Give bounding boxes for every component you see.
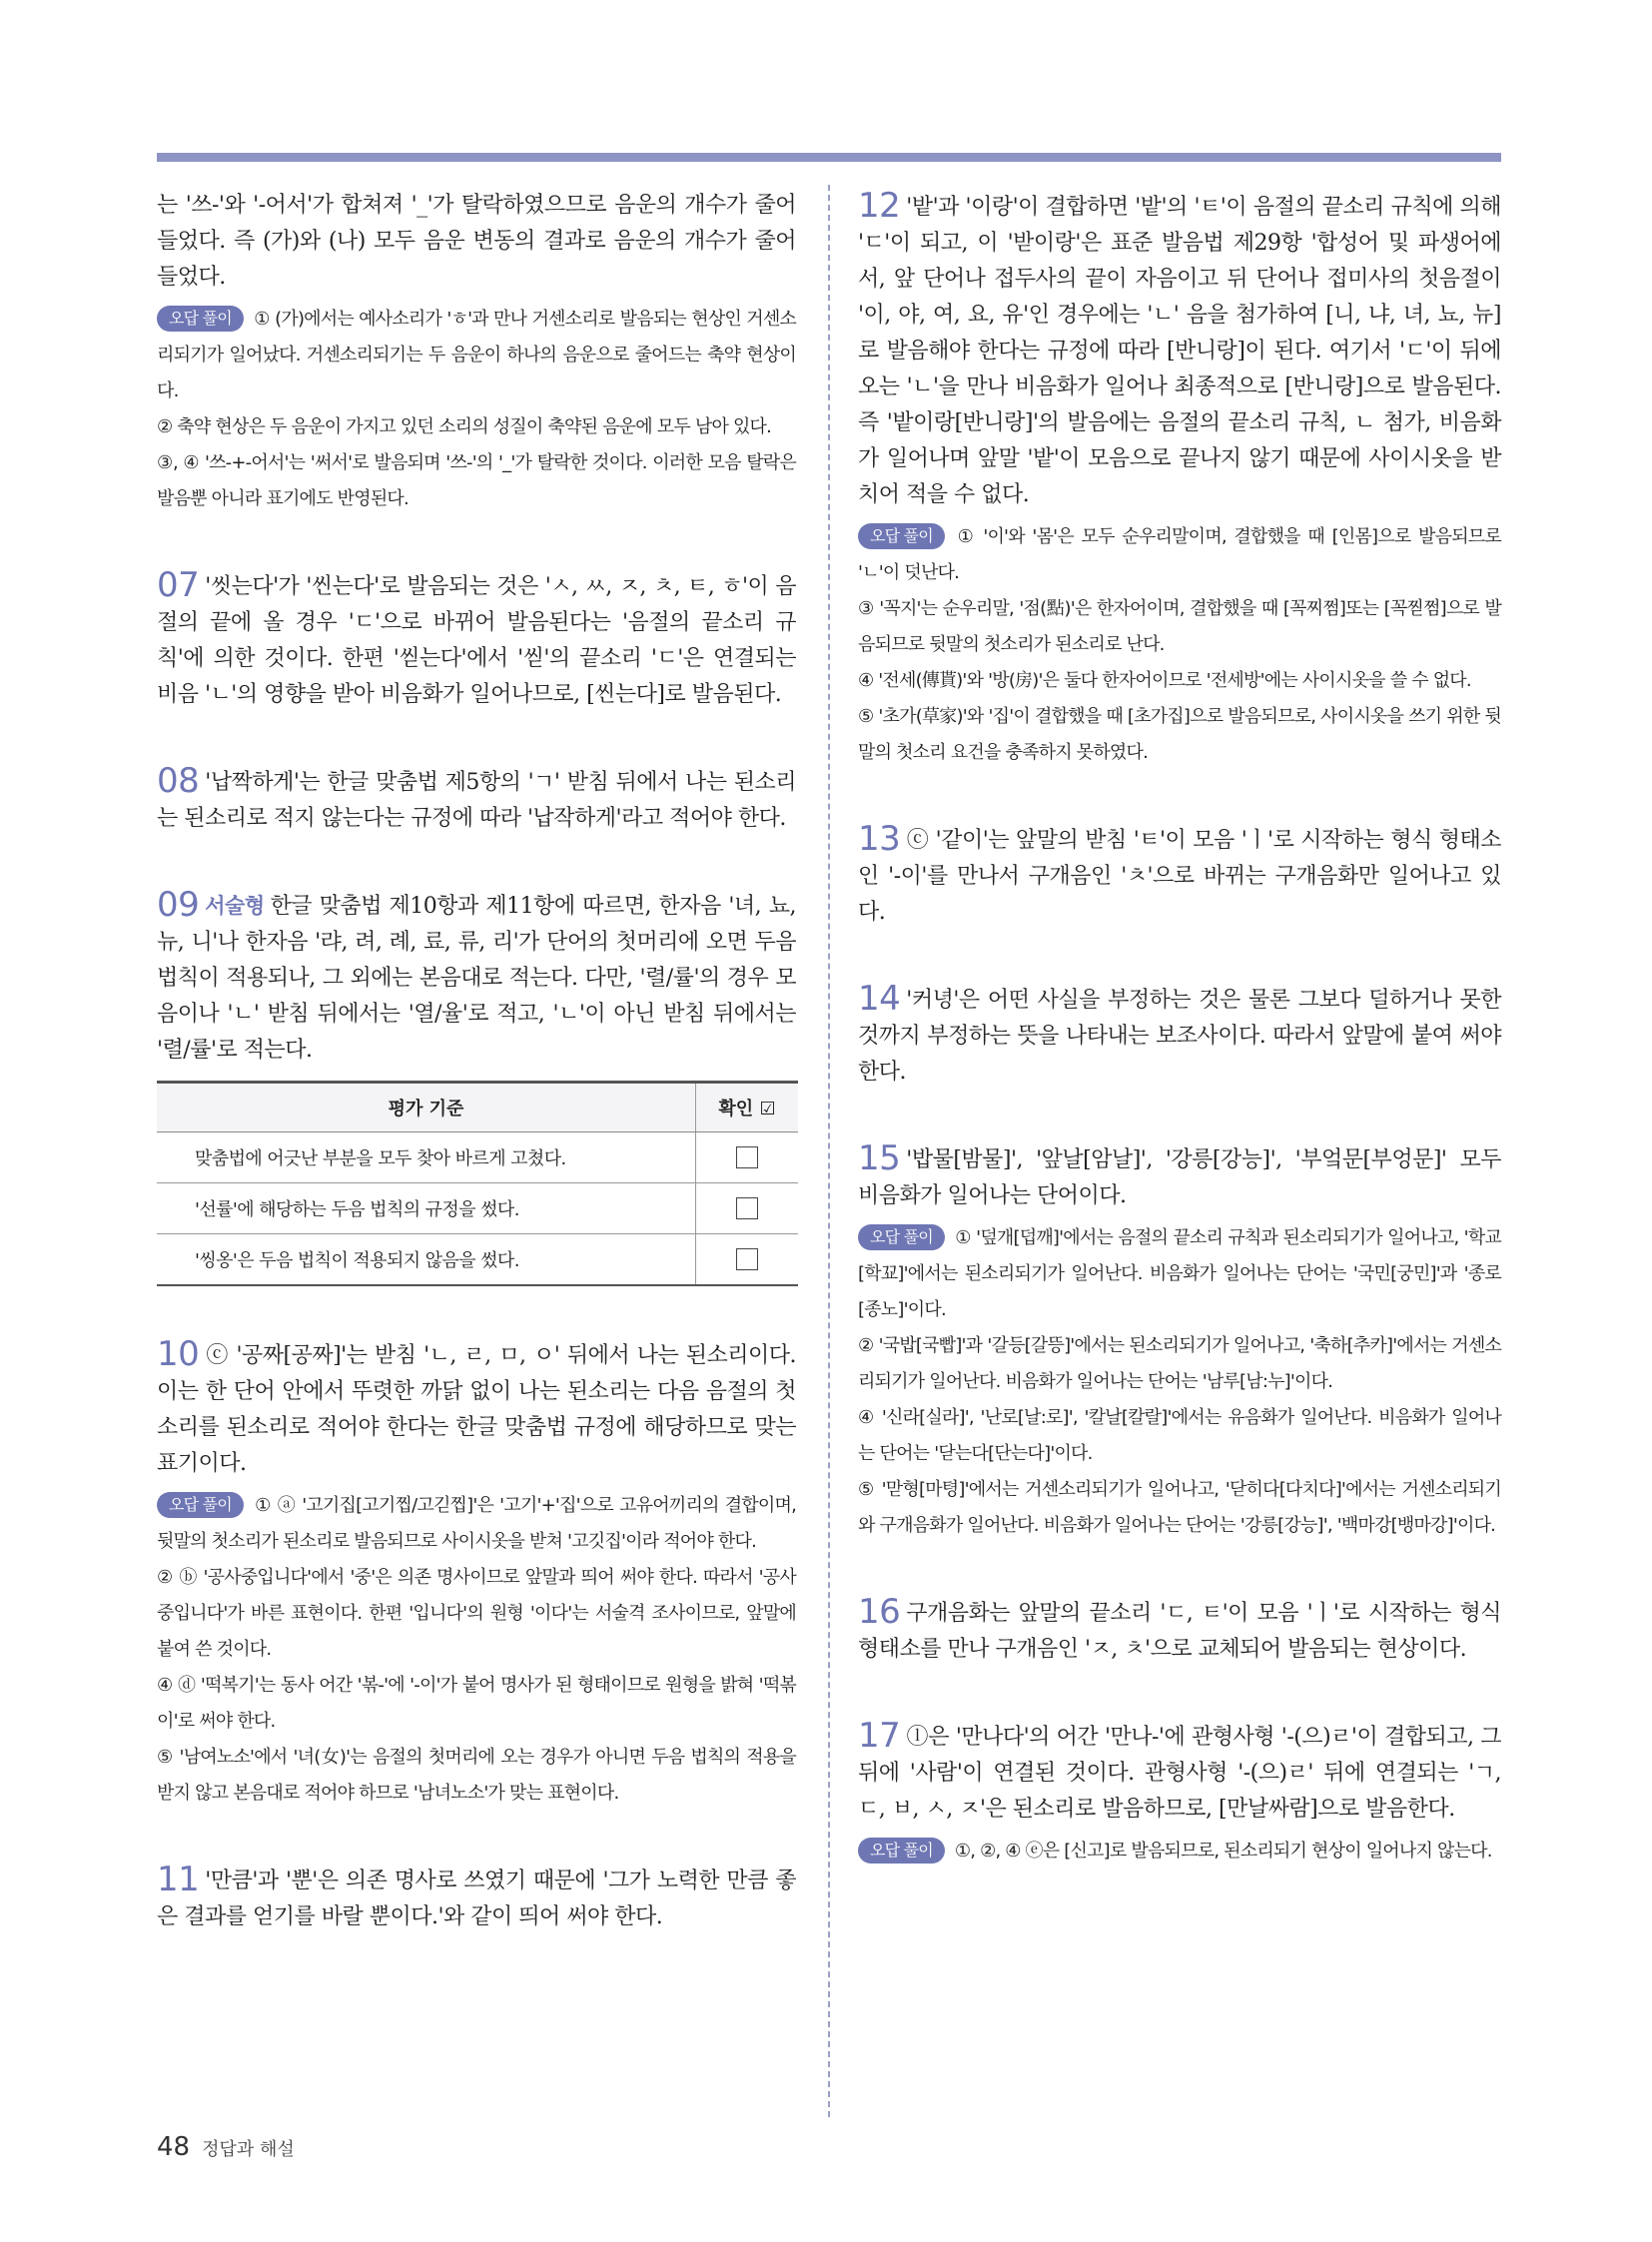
answer-text: '납짝하게'는 한글 맞춤법 제5항의 'ㄱ' 받침 뒤에서 나는 된소리는 된소리로 적지 않는다는 규정에 따라 '납작하게'라고 적어야 한다. [157,770,796,831]
wrong-item: ④ '신라[실라]', '난로[날:로]', '칼날[칼랄]'에서는 유음화가 일어난다. 비음화가 일어나는 단어는 '닫는다[단는다]'이다. [858,1407,1501,1464]
answer-11 [157,1862,796,1935]
answer-text: '만큼'과 '뿐'은 의존 명사로 쓰였기 때문에 '그가 노력한 만큼 좋은 결과를 얻기를 바랄 뿐이다.'와 같이 띄어 써야 한다. [157,1868,796,1929]
wrong-answer-tag: 오답 풀이 [858,523,945,549]
answer-15-wrong-answers [858,1220,1501,1544]
wrong-item: ④ ⓓ '떡복기'는 동사 어간 '볶-'에 '-이'가 붙어 명사가 된 형태이므로 원형을 밝혀 '떡볶이'로 써야 한다. [157,1675,796,1732]
criteria-cell: '선률'에 해당하는 두음 법칙의 규정을 썼다. [157,1183,696,1234]
answer-09 [157,887,796,1069]
answer-17 [858,1718,1501,1828]
answer-15 [858,1140,1501,1214]
wrong-answer-tag: 오답 풀이 [157,306,244,332]
intro-paragraph: 는 '쓰-'와 '-어서'가 합쳐져 '_'가 탈락하였으므로 음운의 개수가 줄어들었다. 즉 (가)와 (나) 모두 음운 변동의 결과로 음운의 개수가 줄어들었다. [157,193,796,290]
table-header-criteria: 평가 기준 [157,1083,696,1132]
answer-text: 한글 맞춤법 제10항과 제11항에 따르면, 한자음 '녀, 뇨, 뉴, 니'나 한자음 '랴, 려, 례, 료, 류, 리'가 단어의 첫머리에 오면 두음 법칙이 적용되나, 그 외에는 본음대로 적는다. 다만, '렬/률'의 경우 모음이나 'ㄴ' 받침 뒤에서는 '열/율'로 적고, 'ㄴ'이 아닌 받침 뒤에서는 '렬/률'로 적는다. [157,894,796,1063]
wrong-item: ① '이'와 '몸'은 모두 순우리말이며, 결합했을 때 [인몸]으로 발음되므로 'ㄴ'이 덧난다. [858,526,1501,583]
wrong-item: ①, ②, ④ ⓔ은 [신고]로 발음되므로, 된소리되기 현상이 일어나지 않는다. [954,1841,1492,1862]
wrong-item: ② 축약 현상은 두 음운이 가지고 있던 소리의 성질이 축약된 음운에 모두 남아 있다. [157,416,772,437]
table-row [157,1183,798,1234]
question-number: 10 [157,1334,200,1374]
checkbox[interactable] [736,1197,758,1219]
answer-10-wrong-answers [157,1488,796,1812]
wrong-item: ① '덮개[덥깨]'에서는 음절의 끝소리 규칙과 된소리되기가 일어나고, '학교[학꾜]'에서는 된소리되기가 일어난다. 비음화가 일어나는 단어는 '국민[궁민]'과 '종로[종노]'이다. [858,1227,1501,1320]
left-column [157,188,796,1935]
wrong-answer-tag: 오답 풀이 [157,1492,244,1518]
top-rule [157,153,1501,162]
answer-12 [858,188,1501,513]
answer-12-wrong-answers [858,519,1501,771]
answer-text: 구개음화는 앞말의 끝소리 'ㄷ, ㅌ'이 모음 'ㅣ'로 시작하는 형식 형태소를 만나 구개음인 'ㅈ, ㅊ'으로 교체되어 발음되는 현상이다. [858,1601,1501,1662]
column-divider [828,185,830,2117]
criteria-cell: '씽옹'은 두음 법칙이 적용되지 않음을 썼다. [157,1234,696,1286]
answer-text: ⓛ은 '만나다'의 어간 '만나-'에 관형사형 '-(으)ㄹ'이 결합되고, 그 뒤에 '사람'이 연결된 것이다. 관형사형 '-(으)ㄹ' 뒤에 연결되는 'ㄱ, ㄷ, ㅂ, ㅅ, ㅈ'은 된소리로 발음하므로, [만날싸람]으로 발음한다. [858,1725,1501,1822]
wrong-item: ② ⓑ '공사중입니다'에서 '중'은 의존 명사이므로 앞말과 띄어 써야 한다. 따라서 '공사 중입니다'가 바른 표현이다. 한편 '입니다'의 원형 '이다'는 서술격 조사이므로, 앞말에 붙여 쓴 것이다. [157,1567,796,1660]
wrong-item: ① (가)에서는 예사소리가 'ㅎ'과 만나 거센소리로 발음되는 현상인 거센소리되기가 일어났다. 거센소리되기는 두 음운이 하나의 음운으로 줄어드는 축약 현상이다. [157,309,796,401]
answer-text: '밭'과 '이랑'이 결합하면 '밭'의 'ㅌ'이 음절의 끝소리 규칙에 의해 'ㄷ'이 되고, 이 '받이랑'은 표준 발음법 제29항 '합성어 및 파생어에서, 앞 단어나 접두사의 끝이 자음이고 뒤 단어나 접미사의 첫음절이 '이, 야, 여, 요, 유'인 경우에는 'ㄴ' 음을 첨가하여 [니, 냐, 녀, 뇨, 뉴]로 발음해야 한다는 규정에 따라 [반니랑]이 된다. 여기서 'ㄷ'이 뒤에 오는 'ㄴ'을 만나 비음화가 일어나 최종적으로 [반니랑]으로 발음된다. 즉 '밭이랑[반니랑]'의 발음에는 음절의 끝소리 규칙, ㄴ 첨가, 비음화가 일어나며 앞말 '밭'이 모음으로 끝나지 않기 때문에 사이시옷을 받치어 적을 수 없다. [858,195,1501,507]
table-row [157,1234,798,1286]
checkbox[interactable] [736,1248,758,1270]
checkbox[interactable] [736,1146,758,1168]
wrong-item: ⑤ '남여노소'에서 '녀(女)'는 음절의 첫머리에 오는 경우가 아니면 두음 법칙의 적용을 받지 않고 본음대로 적어야 하므로 '남녀노소'가 맞는 표현이다. [157,1747,796,1804]
question-type: 서술형 [205,894,265,918]
right-column [858,188,1501,1869]
answer-07 [157,567,796,713]
wrong-answer-tag: 오답 풀이 [858,1224,945,1250]
question-number: 17 [858,1716,901,1756]
answer-14 [858,981,1501,1091]
question-number: 09 [157,885,200,925]
answer-text: '커녕'은 어떤 사실을 부정하는 것은 물론 그보다 덜하거나 못한 것까지 부정하는 뜻을 나타내는 보조사이다. 따라서 앞말에 붙여 써야 한다. [858,988,1501,1085]
wrong-item: ② '국밥[국빱]'과 '갈등[갈뜽]'에서는 된소리되기가 일어나고, '축하[추카]'에서는 거센소리되기가 일어난다. 비음화가 일어나는 단어는 '남루[남:누]'이다. [858,1335,1501,1392]
question-number: 08 [157,761,200,801]
question-number: 15 [858,1138,901,1178]
criteria-cell: 맞춤법에 어긋난 부분을 모두 찾아 바르게 고쳤다. [157,1132,696,1183]
question-number: 14 [858,979,901,1019]
answer-08 [157,763,796,837]
table-header-check: 확인 ☑ [696,1083,799,1132]
question-number: 07 [157,565,200,605]
question-number: 16 [858,1592,901,1632]
page-number: 48 [157,2132,191,2162]
wrong-item: ③, ④ '쓰-+-어서'는 '써서'로 발음되며 '쓰-'의 '_'가 탈락한 것이다. 이러한 모음 탈락은 발음뿐 아니라 표기에도 반영된다. [157,452,796,509]
intro-wrong-answers [157,302,796,517]
answer-text: ⓒ '공짜[공짜]'는 받침 'ㄴ, ㄹ, ㅁ, ㅇ' 뒤에서 나는 된소리이다. 이는 한 단어 안에서 뚜렷한 까닭 없이 나는 된소리는 다음 음절의 첫소리를 된소리로 적어야 한다는 한글 맞춤법 규정에 해당하므로 맞는 표기이다. [157,1343,796,1476]
answer-16 [858,1594,1501,1668]
evaluation-table [157,1081,798,1286]
answer-text: '씻는다'가 '씬는다'로 발음되는 것은 'ㅅ, ㅆ, ㅈ, ㅊ, ㅌ, ㅎ'이 음절의 끝에 올 경우 'ㄷ'으로 바뀌어 발음된다는 '음절의 끝소리 규칙'에 의한 것이다. 한편 '씯는다'에서 '씯'의 끝소리 'ㄷ'은 연결되는 비음 'ㄴ'의 영향을 받아 비음화가 일어나므로, [씬는다]로 발음된다. [157,574,796,707]
wrong-item: ① ⓐ '고기집[고기찝/고긷찝]'은 '고기'+'집'으로 고유어끼리의 결합이며, 뒷말의 첫소리가 된소리로 발음되므로 사이시옷을 받쳐 '고깃집'이라 적어야 한다. [157,1495,796,1552]
answer-13 [858,821,1501,931]
answer-text: ⓒ '같이'는 앞말의 받침 'ㅌ'이 모음 'ㅣ'로 시작하는 형식 형태소인 '-이'를 만나서 구개음인 'ㅊ'으로 바뀌는 구개음화만 일어나고 있다. [858,828,1501,925]
answer-17-wrong-answers [858,1834,1501,1869]
page-footer [157,2132,295,2162]
wrong-item: ④ '전세(傳貰)'와 '방(房)'은 둘다 한자어이므로 '전세방'에는 사이시옷을 쓸 수 없다. [858,670,1471,691]
wrong-item: ⑤ '맏형[마텽]'에서는 거센소리되기가 일어나고, '닫히다[다치다]'에서는 거센소리되기와 구개음화가 일어난다. 비음화가 일어나는 단어는 '강릉[강능]', '백마강[뱅마강]'이다. [858,1479,1501,1536]
wrong-answer-tag: 오답 풀이 [858,1838,945,1864]
table-row [157,1132,798,1183]
footer-label: 정답과 해설 [202,2139,295,2160]
question-number: 13 [858,819,901,859]
wrong-item: ⑤ '초가(草家)'와 '집'이 결합했을 때 [초가집]으로 발음되므로, 사이시옷을 쓰기 위한 뒷말의 첫소리 요건을 충족하지 못하였다. [858,706,1501,763]
question-number: 11 [157,1860,200,1899]
question-number: 12 [858,186,901,226]
wrong-item: ③ '꼭지'는 순우리말, '점(點)'은 한자어이며, 결합했을 때 [꼭찌쩜]또는 [꼭찓쩜]으로 발음되므로 뒷말의 첫소리가 된소리로 난다. [858,598,1501,655]
answer-10 [157,1336,796,1482]
answer-text: '밥물[밤물]', '앞날[암날]', '강릉[강능]', '부엌문[부엉문]' 모두 비음화가 일어나는 단어이다. [858,1147,1501,1208]
